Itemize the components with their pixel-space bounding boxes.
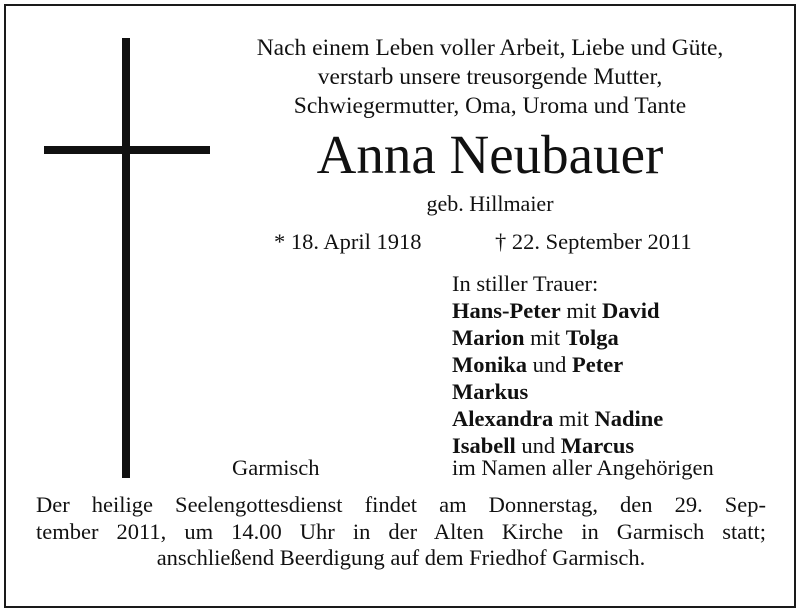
mourner-connector: und [527, 352, 573, 377]
intro-line: verstarb unsere treusorgende Mutter, [317, 64, 663, 90]
mourner-connector: mit [524, 325, 566, 350]
service-line: Der heilige Seelengottesdienst findet am Donnerstag, den 29. Sep- [36, 492, 766, 517]
mourner-line [452, 405, 663, 432]
maiden-name: geb. Hillmaier [426, 191, 554, 216]
mourner-name: Alexandra [452, 406, 554, 431]
cross-vertical-bar [122, 38, 130, 478]
mourner-connector: mit [560, 298, 602, 323]
mourner-name: Isabell [452, 433, 516, 458]
birth-date: * 18. April 1918 [274, 229, 422, 254]
mourner-name: Nadine [594, 406, 664, 431]
mourner-line [452, 324, 663, 351]
service-line: tember 2011, um 14.00 Uhr in der Alten Kirche in Garmisch statt; [36, 518, 766, 544]
mourner-name: Marion [452, 325, 525, 350]
mourner-name: Monika [452, 352, 528, 377]
mourner-name: David [601, 298, 660, 323]
closing-line: im Namen aller Angehörigen [452, 455, 714, 480]
mourner-name: Marcus [560, 433, 635, 458]
mourner-line [452, 351, 663, 378]
deceased-name: Anna Neubauer [316, 124, 664, 185]
mourner-connector: mit [553, 406, 595, 431]
mourner-connector: und [515, 433, 561, 458]
mourner-name: Markus [452, 379, 529, 404]
mourner-name: Hans-Peter [452, 298, 561, 323]
service-announcement [36, 492, 766, 572]
mourning-heading: In stiller Trauer: [452, 271, 599, 296]
intro-line: Nach einem Leben voller Arbeit, Liebe und Güte, [256, 35, 724, 61]
mourner-line [452, 297, 663, 324]
place-name: Garmisch [232, 455, 320, 480]
mourner-line [452, 378, 663, 405]
mourner-name: Peter [572, 352, 624, 377]
intro-line: Schwiegermutter, Oma, Uroma und Tante [293, 93, 687, 119]
mourners-list [452, 270, 663, 459]
death-date: † 22. September 2011 [495, 229, 692, 254]
cross-horizontal-bar [44, 146, 210, 154]
service-line: anschließend Beerdigung auf dem Friedhof Garmisch. [156, 545, 646, 570]
mourner-name: Tolga [565, 325, 619, 350]
intro-text [210, 34, 770, 121]
